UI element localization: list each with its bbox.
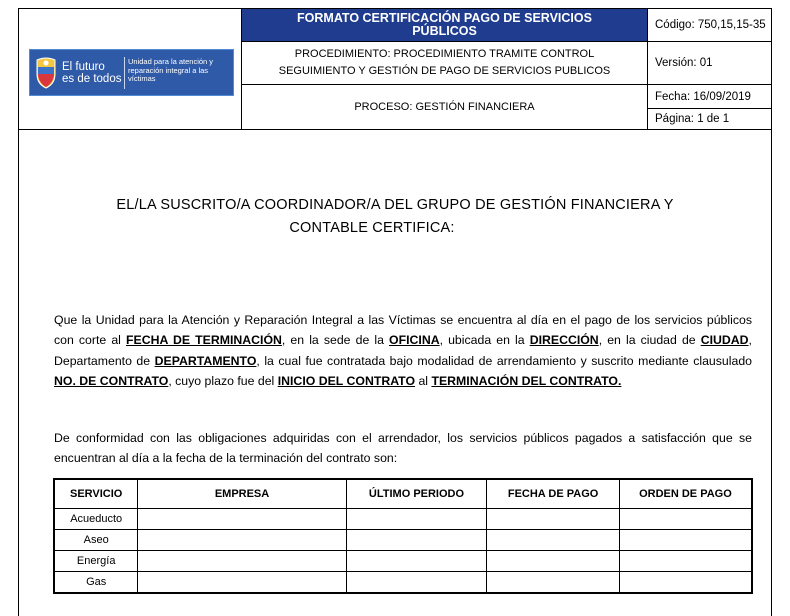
service-name: Energía: [54, 551, 138, 572]
orden-pago-cell[interactable]: [619, 572, 752, 594]
field-oficina: OFICINA: [389, 333, 440, 348]
entity-logo: [29, 49, 234, 96]
service-name: Aseo: [54, 530, 138, 551]
date-field: Fecha: 16/09/2019: [647, 84, 772, 109]
field-terminacion-contrato: TERMINACIÓN DEL CONTRATO.: [431, 374, 622, 389]
coat-of-arms-icon: [33, 56, 59, 90]
table-row: [54, 551, 752, 572]
document-header: [18, 8, 772, 130]
fecha-pago-cell[interactable]: [487, 530, 620, 551]
table-row: [54, 530, 752, 551]
table-header-row: [54, 479, 752, 509]
logo-divider: [124, 57, 125, 89]
col-fecha-pago-header: FECHA DE PAGO: [487, 479, 620, 509]
field-fecha-terminacion: FECHA DE TERMINACIÓN: [126, 333, 282, 348]
field-departamento: DEPARTAMENTO: [154, 353, 257, 368]
services-intro-paragraph: De conformidad con las obligaciones adquiridas con el arrendador, los servicios públicos pagados a satisfacción que se encuentran al día a la fecha de la terminación del contrato son:: [54, 431, 752, 466]
logo-cell: [18, 8, 242, 130]
field-ciudad: CIUDAD: [700, 333, 749, 348]
col-empresa-header: EMPRESA: [138, 479, 346, 509]
col-orden-pago-header: ORDEN DE PAGO: [619, 479, 752, 509]
orden-pago-cell[interactable]: [619, 509, 752, 530]
field-direccion: DIRECCIÓN: [529, 333, 599, 348]
ultimo-periodo-cell[interactable]: [346, 551, 487, 572]
fecha-pago-cell[interactable]: [487, 509, 620, 530]
empresa-cell[interactable]: [138, 509, 346, 530]
certification-paragraph: Que la Unidad para la Atención y Reparación Integral a las Víctimas se encuentra al día en el pago de los servicios públicos con corte al FECHA DE TERMINACIÓN, en la sede de la OFICINA, ubicada en la DIRECCIÓN, en la ciudad de CIUDAD, Departamento de DEPARTAMENTO, la cual fue contratada bajo modalidad de arrendamiento y suscrito mediante clausulado NO. DE CONTRATO, cuyo plazo fue del INICIO DEL CONTRATO al TERMINACIÓN DEL CONTRATO.: [54, 313, 753, 389]
process-label: PROCESO: GESTIÓN FINANCIERA: [241, 84, 648, 130]
table-row: [54, 509, 752, 530]
code-field: Código: 750,15,15-35: [647, 8, 772, 42]
empresa-cell[interactable]: [138, 572, 346, 594]
page-field: Página: 1 de 1: [647, 108, 772, 130]
version-field: Versión: 01: [647, 41, 772, 85]
document-title: FORMATO CERTIFICACIÓN PAGO DE SERVICIOS PÚBLICOS: [241, 8, 648, 42]
empresa-cell[interactable]: [138, 551, 346, 572]
certification-heading-line2: CONTABLE CERTIFICA:: [289, 220, 455, 236]
field-no-contrato: NO. DE CONTRATO: [54, 374, 169, 389]
fecha-pago-cell[interactable]: [487, 551, 620, 572]
service-name: Gas: [54, 572, 138, 594]
fecha-pago-cell[interactable]: [487, 572, 620, 594]
col-servicio-header: SERVICIO: [54, 479, 138, 509]
ultimo-periodo-cell[interactable]: [346, 530, 487, 551]
services-table: [53, 478, 753, 594]
field-inicio-contrato: INICIO DEL CONTRATO: [277, 374, 416, 389]
empresa-cell[interactable]: [138, 530, 346, 551]
logo-entity-name: Unidad para la atención y reparación integral a las víctimas: [128, 57, 214, 83]
ultimo-periodo-cell[interactable]: [346, 572, 487, 594]
orden-pago-cell[interactable]: [619, 551, 752, 572]
table-row: [54, 572, 752, 594]
certification-heading-line1: EL/LA SUSCRITO/A COORDINADOR/A DEL GRUPO DE GESTIÓN FINANCIERA Y: [116, 197, 674, 213]
col-ultimo-periodo-header: ÚLTIMO PERIODO: [346, 479, 487, 509]
service-name: Acueducto: [54, 509, 138, 530]
procedure-label: PROCEDIMIENTO: PROCEDIMIENTO TRAMITE CONTROL SEGUIMIENTO Y GESTIÓN DE PAGO DE SERVICIOS PUBLICOS: [241, 41, 648, 85]
ultimo-periodo-cell[interactable]: [346, 509, 487, 530]
orden-pago-cell[interactable]: [619, 530, 752, 551]
logo-slogan: El futuro es de todos: [62, 61, 122, 85]
